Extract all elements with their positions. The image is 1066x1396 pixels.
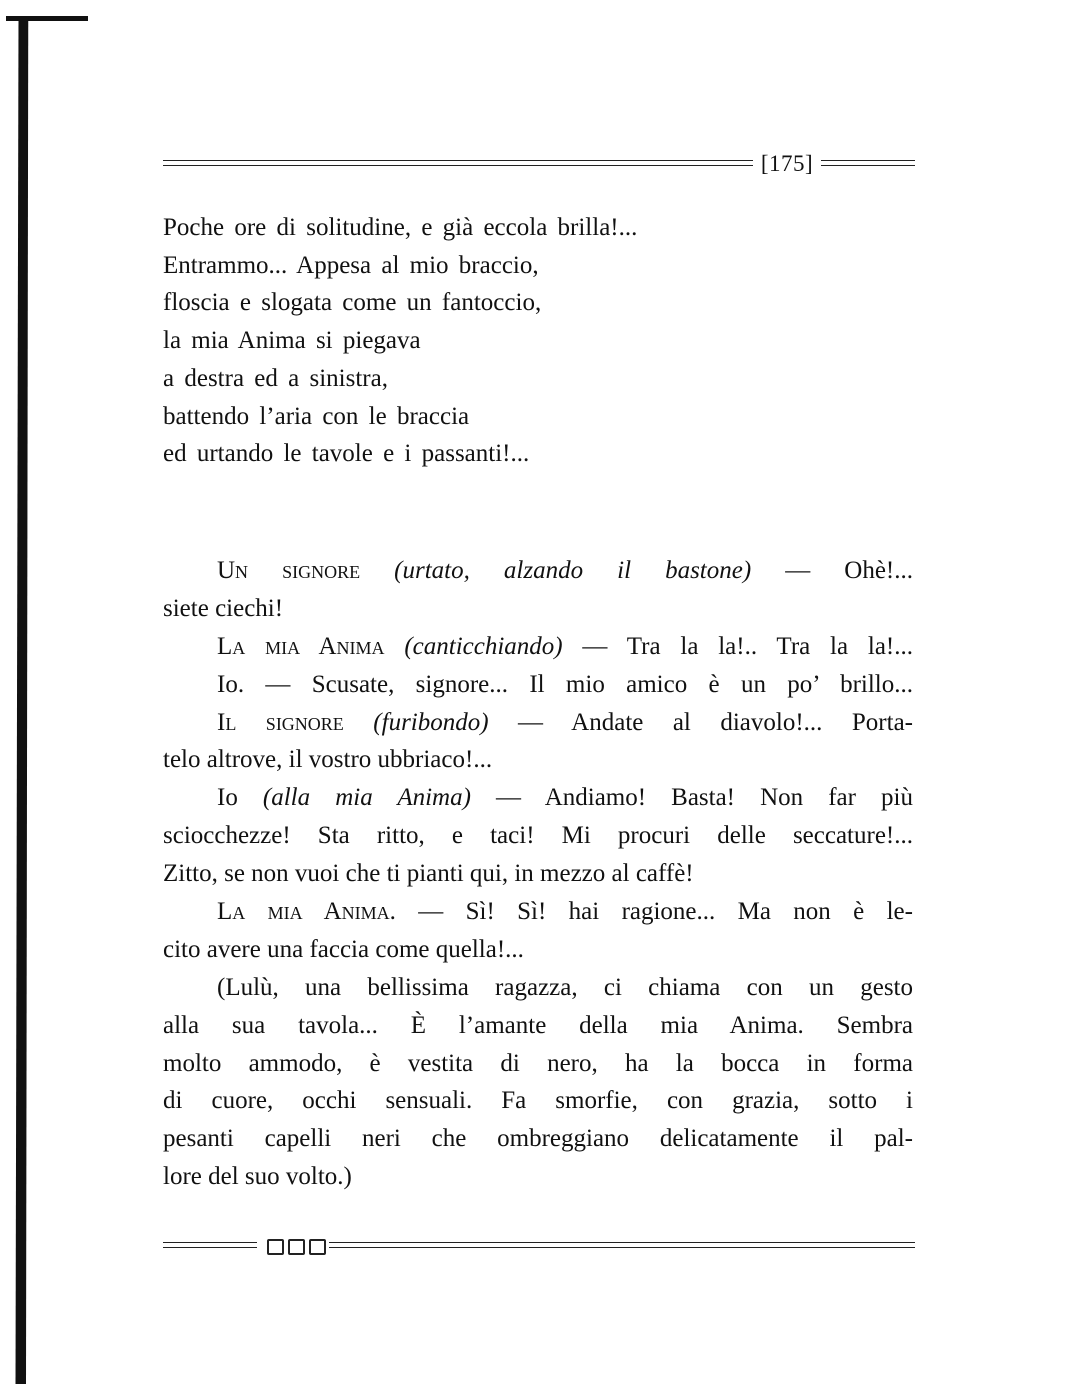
stage-direction: (alla mia Anima): [262, 784, 471, 812]
speaker-name: Il signore: [217, 708, 344, 736]
dialogue-line: Zitto, se non vuoi che ti pianti qui, in mezzo al caffè!: [163, 860, 694, 888]
verse-line: floscia e slogata come un fantoccio,: [163, 289, 542, 317]
header-rule-left: [163, 160, 753, 166]
verse-line: Entrammo... Appesa al mio braccio,: [163, 251, 539, 279]
verse-line: ed urtando le tavole e i passanti!...: [163, 440, 530, 468]
dialogue-line: di cuore, occhi sensuali. Fa smorfie, con grazia, sotto i: [163, 1087, 913, 1115]
stage-direction: (urtato, alzando il bastone): [394, 557, 752, 584]
dialogue-block: [163, 552, 913, 1196]
dialogue-line: (Lulù, una bellissima ragazza, ci chiama con un gesto: [217, 973, 913, 1001]
footer-rule-right: [329, 1242, 915, 1248]
dialogue-line: [163, 552, 913, 590]
dialogue-line: [163, 704, 913, 742]
verse-line: la mia Anima si piegava: [163, 327, 421, 355]
verse-line: Poche ore di solitudine, e già eccola brilla!...: [163, 214, 638, 241]
dialogue-line: [163, 628, 913, 666]
dialogue-line: telo altrove, il vostro ubbriaco!...: [163, 746, 493, 774]
dialogue-line: cito avere una faccia come quella!...: [163, 935, 524, 963]
page-edge-mark: [6, 16, 88, 21]
verse-stanza: [163, 209, 637, 473]
dialogue-text: — Tra la la!.. Tra la la!...: [562, 632, 913, 660]
dialogue-text: — Andate al diavolo!... Porta-: [488, 708, 914, 736]
dialogue-text: — Ohè!...: [751, 557, 914, 584]
stage-direction: (furibondo): [373, 708, 489, 736]
dialogue-line: Io. — Scusate, signore... Il mio amico è un po’ brillo...: [217, 670, 913, 698]
page-number: [175]: [760, 151, 814, 176]
dialogue-text: — Andiamo! Basta! Non far più: [470, 784, 913, 812]
header-rule-right: [821, 160, 915, 166]
speaker-name: Io: [217, 784, 238, 812]
footer-ornament: [267, 1239, 326, 1255]
verse-line: a destra ed a sinistra,: [163, 364, 388, 392]
ornament-square-icon: [309, 1239, 326, 1255]
stage-direction: (canticchiando): [404, 632, 563, 660]
speaker-name: La mia Anima.: [217, 898, 396, 926]
dialogue-line: sciocchezze! Sta ritto, e taci! Mi procuri delle seccature!...: [163, 822, 913, 850]
dialogue-line: [163, 779, 913, 817]
speaker-name: Un signore: [217, 557, 361, 584]
header-rule: [163, 153, 915, 175]
speaker-name: La mia Anima: [217, 632, 385, 660]
dialogue-text: — Sì! Sì! hai ragione... Ma non è le-: [395, 898, 913, 926]
dialogue-line: siete ciechi!: [163, 594, 284, 622]
verse-line: battendo l’aria con le braccia: [163, 402, 470, 430]
dialogue-line: pesanti capelli neri che ombreggiano delicatamente il pal-: [163, 1125, 913, 1153]
dialogue-line: lore del suo volto.): [163, 1163, 352, 1191]
dialogue-line: alla sua tavola... È l’amante della mia Anima. Sembra: [163, 1011, 913, 1039]
footer-rule: [163, 1238, 915, 1258]
footer-rule-left: [163, 1242, 257, 1248]
binding-edge: [14, 18, 29, 1384]
dialogue-line: [163, 893, 913, 931]
ornament-square-icon: [288, 1239, 305, 1255]
dialogue-line: molto ammodo, è vestita di nero, ha la bocca in forma: [163, 1049, 913, 1077]
ornament-square-icon: [267, 1239, 284, 1255]
